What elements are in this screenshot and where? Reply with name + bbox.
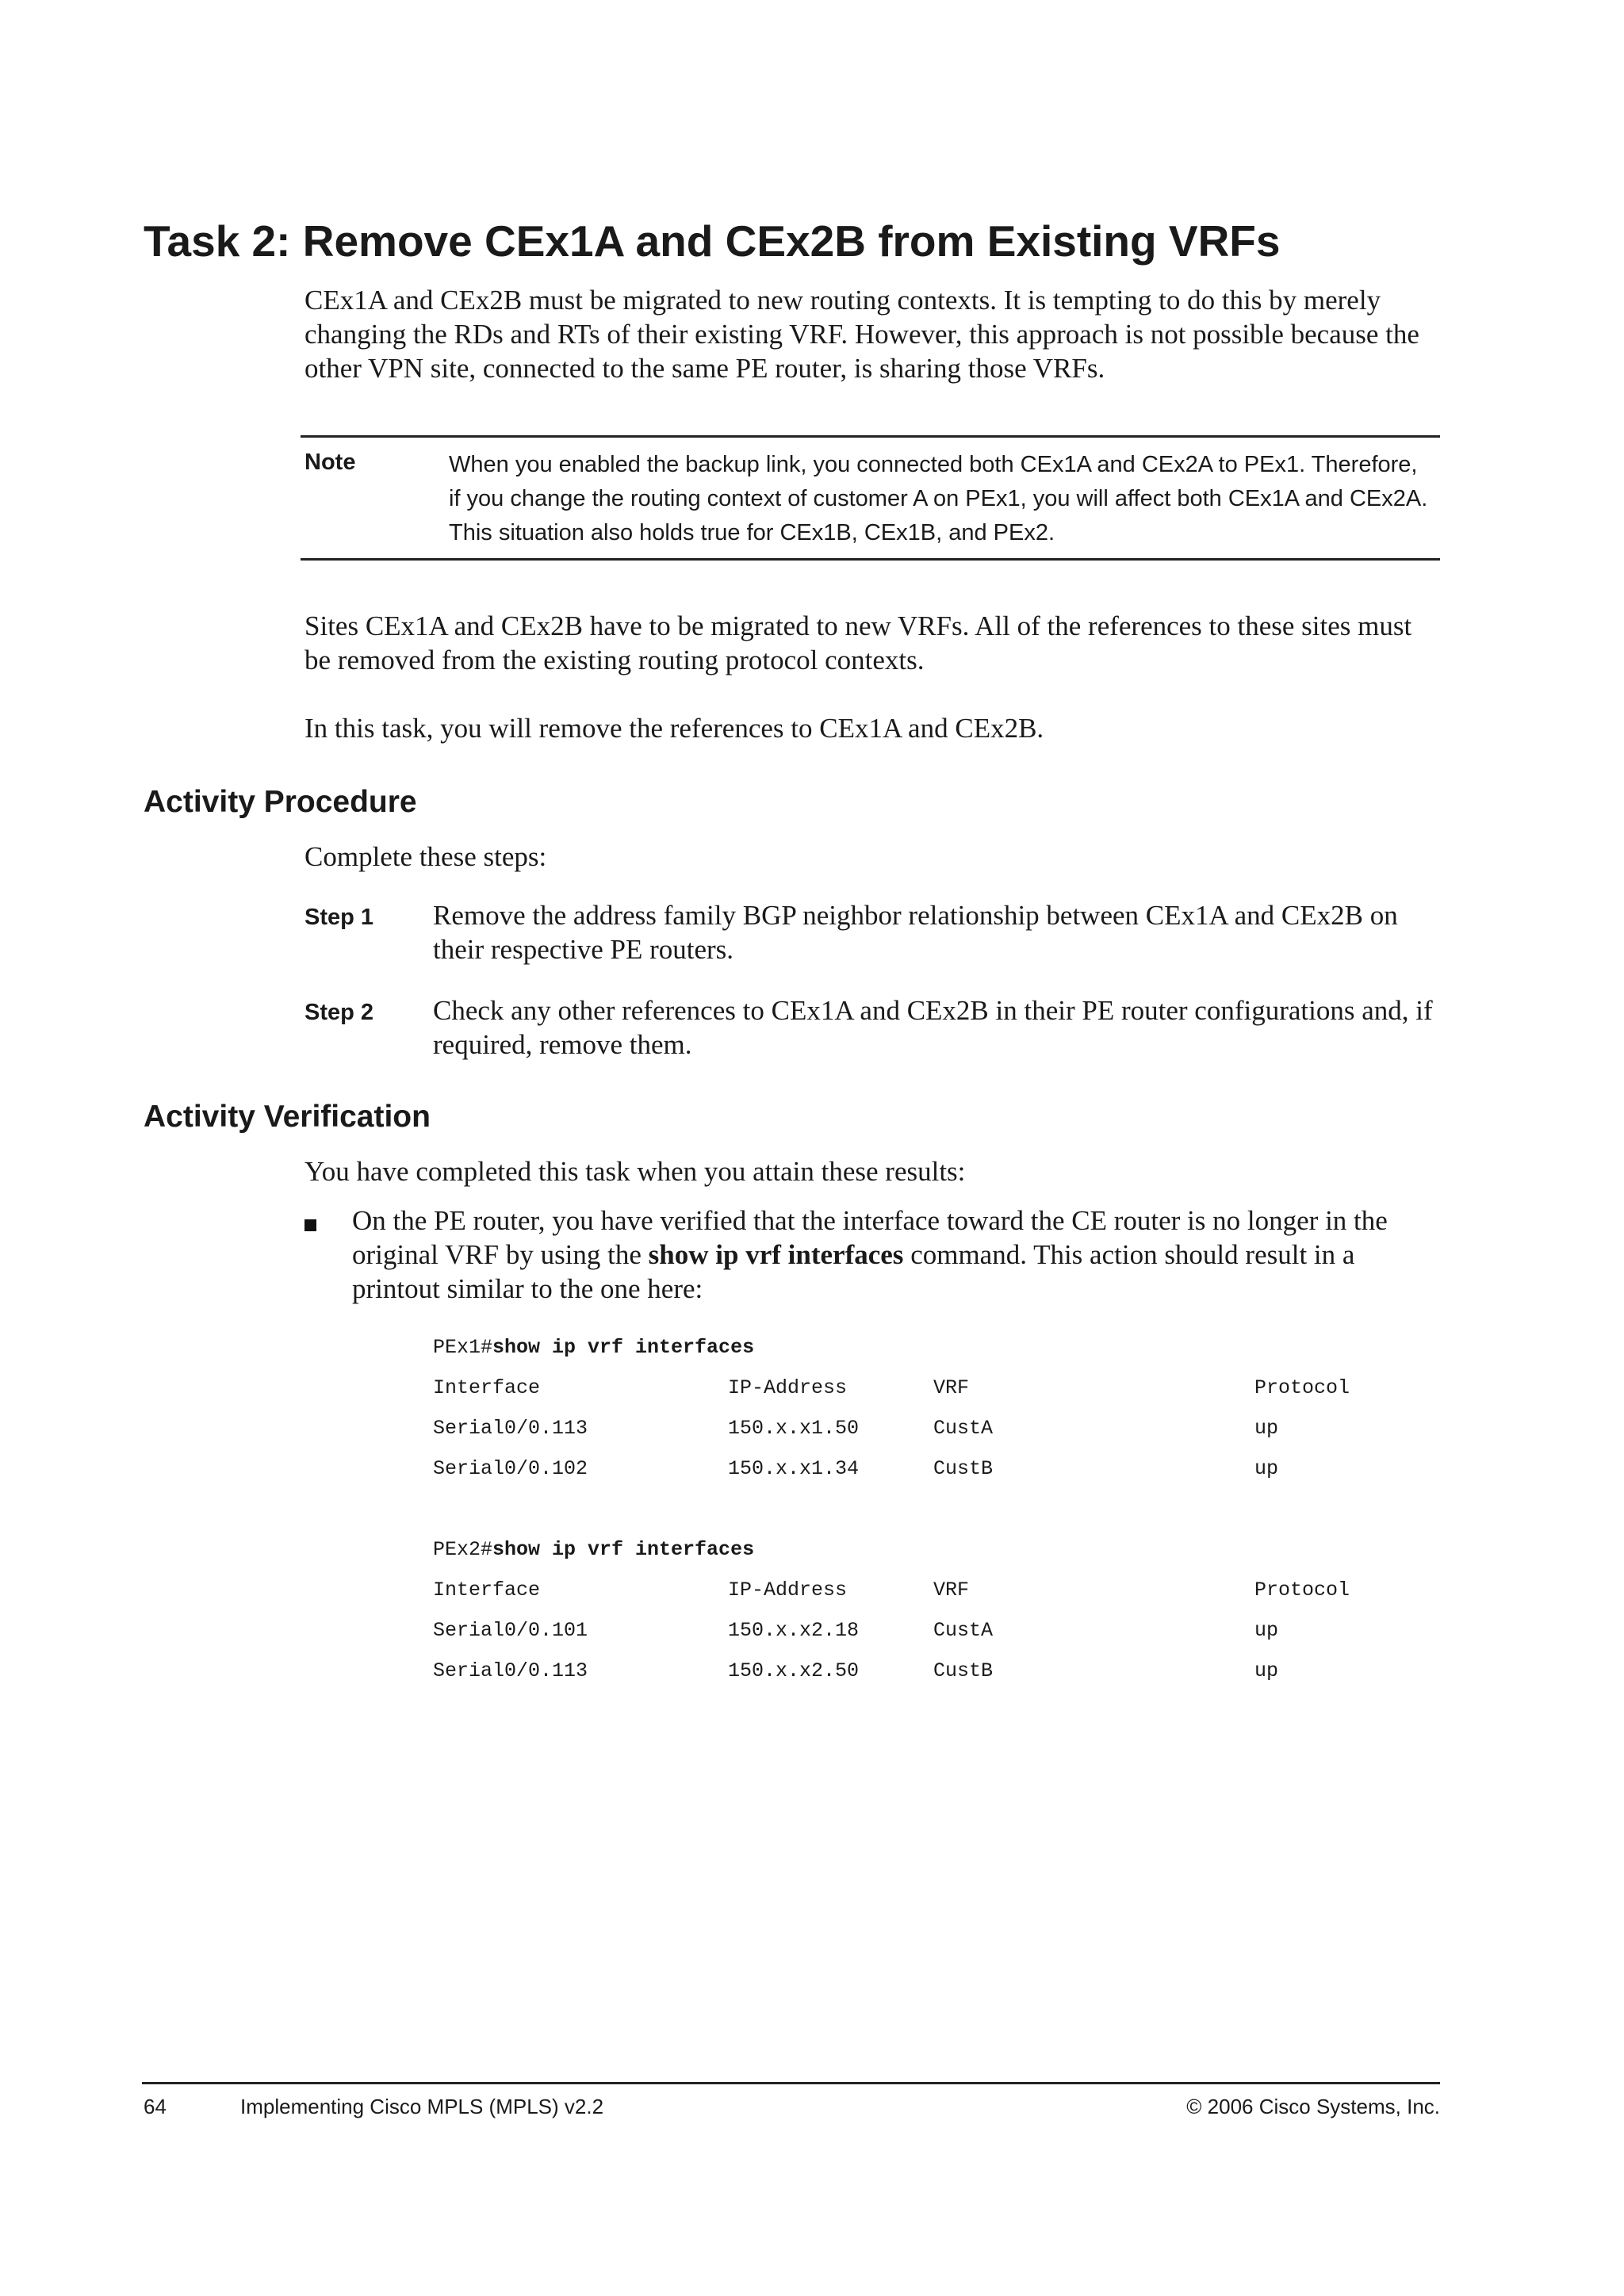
cli-cell-vrf: CustB (933, 1659, 994, 1682)
note-top-rule (301, 435, 1440, 438)
footer-page-number: 64 (144, 2095, 167, 2118)
bullet-command: show ip vrf interfaces (648, 1239, 904, 1270)
task-title: Task 2: Remove CEx1A and CEx2B from Existing VRFs (144, 216, 1281, 266)
cli-cell-ip: 150.x.x2.18 (728, 1619, 860, 1642)
procedure-intro: Complete these steps: (304, 841, 547, 872)
note-text: When you enabled the backup link, you connected both CEx1A and CEx2A to PEx1. Therefore, if you change the routing context of customer A on PEx1, you will affect both CEx1A and CEx2A. This situation also holds true for CEx1B, CEx1B, and PEx2. (449, 452, 1428, 545)
cli-cell-protocol: up (1254, 1457, 1279, 1480)
cli-cell-interface: Serial0/0.101 (433, 1619, 588, 1642)
cli-cell-protocol: up (1254, 1659, 1279, 1682)
verification-heading: Activity Verification (144, 1100, 431, 1134)
cli-cell-interface: Serial0/0.113 (433, 1659, 588, 1682)
cli-cell-vrf: CustA (933, 1417, 994, 1440)
step-2-label: Step 2 (304, 1000, 374, 1025)
step-2-text: Check any other references to CEx1A and CEx2B in their PE router configurations and, if required, remove them. (433, 995, 1433, 1060)
cli-header-ip: IP-Address (728, 1376, 848, 1399)
cli-header-ip: IP-Address (728, 1578, 848, 1601)
intro-paragraph: CEx1A and CEx2B must be migrated to new routing contexts. It is tempting to do this by merely changing the RDs and RTs of their existing VRF. However, this approach is not possible because the other VPN site, connected to the same PE router, is sharing those VRFs. (304, 285, 1419, 384)
cli-header-interface: Interface (433, 1578, 541, 1601)
note-label: Note (304, 450, 356, 475)
bullet-square-icon (304, 1219, 316, 1231)
bullet-text-after: command. This action should result in a printout similar to the one here: (352, 1239, 1355, 1304)
cli-header-interface: Interface (433, 1376, 541, 1399)
cli-cell-vrf: CustA (933, 1619, 994, 1642)
cli-prompt: PEx1# (433, 1336, 493, 1359)
cli-command: show ip vrf interfaces (492, 1336, 755, 1359)
cli-header-vrf: VRF (933, 1578, 970, 1601)
cli-cell-vrf: CustB (933, 1457, 994, 1480)
task-paragraph: In this task, you will remove the references to CEx1A and CEx2B. (304, 713, 1044, 744)
cli-cell-protocol: up (1254, 1417, 1279, 1440)
cli-cell-interface: Serial0/0.113 (433, 1417, 588, 1440)
cli-cell-ip: 150.x.x1.50 (728, 1417, 860, 1440)
cli-header-protocol: Protocol (1254, 1578, 1350, 1601)
step-1-text: Remove the address family BGP neighbor relationship between CEx1A and CEx2B on their respective PE routers. (433, 900, 1398, 965)
cli-cell-ip: 150.x.x1.34 (728, 1457, 860, 1480)
verification-intro: You have completed this task when you attain these results: (304, 1156, 966, 1187)
cli-cell-protocol: up (1254, 1619, 1279, 1642)
cli-command: show ip vrf interfaces (492, 1538, 755, 1561)
step-1-label: Step 1 (304, 905, 374, 930)
bullet-text (352, 1203, 1440, 1306)
procedure-heading: Activity Procedure (144, 785, 417, 819)
note-bottom-rule (301, 558, 1440, 561)
sites-paragraph: Sites CEx1A and CEx2B have to be migrated to new VRFs. All of the references to these sites must be removed from the existing routing protocol contexts. (304, 610, 1412, 675)
cli-prompt: PEx2# (433, 1538, 493, 1561)
footer-rule (142, 2082, 1440, 2084)
cli-command-line (433, 1538, 754, 1561)
cli-cell-interface: Serial0/0.102 (433, 1457, 588, 1480)
footer-copyright: © 2006 Cisco Systems, Inc. (1186, 2095, 1440, 2118)
cli-command-line (433, 1336, 754, 1359)
cli-header-protocol: Protocol (1254, 1376, 1350, 1399)
cli-header-vrf: VRF (933, 1376, 970, 1399)
cli-cell-ip: 150.x.x2.50 (728, 1659, 860, 1682)
footer-book-title: Implementing Cisco MPLS (MPLS) v2.2 (240, 2095, 604, 2118)
bullet-text-before: On the PE router, you have verified that the interface toward the CE router is no longer in the original VRF by using the (352, 1205, 1388, 1270)
